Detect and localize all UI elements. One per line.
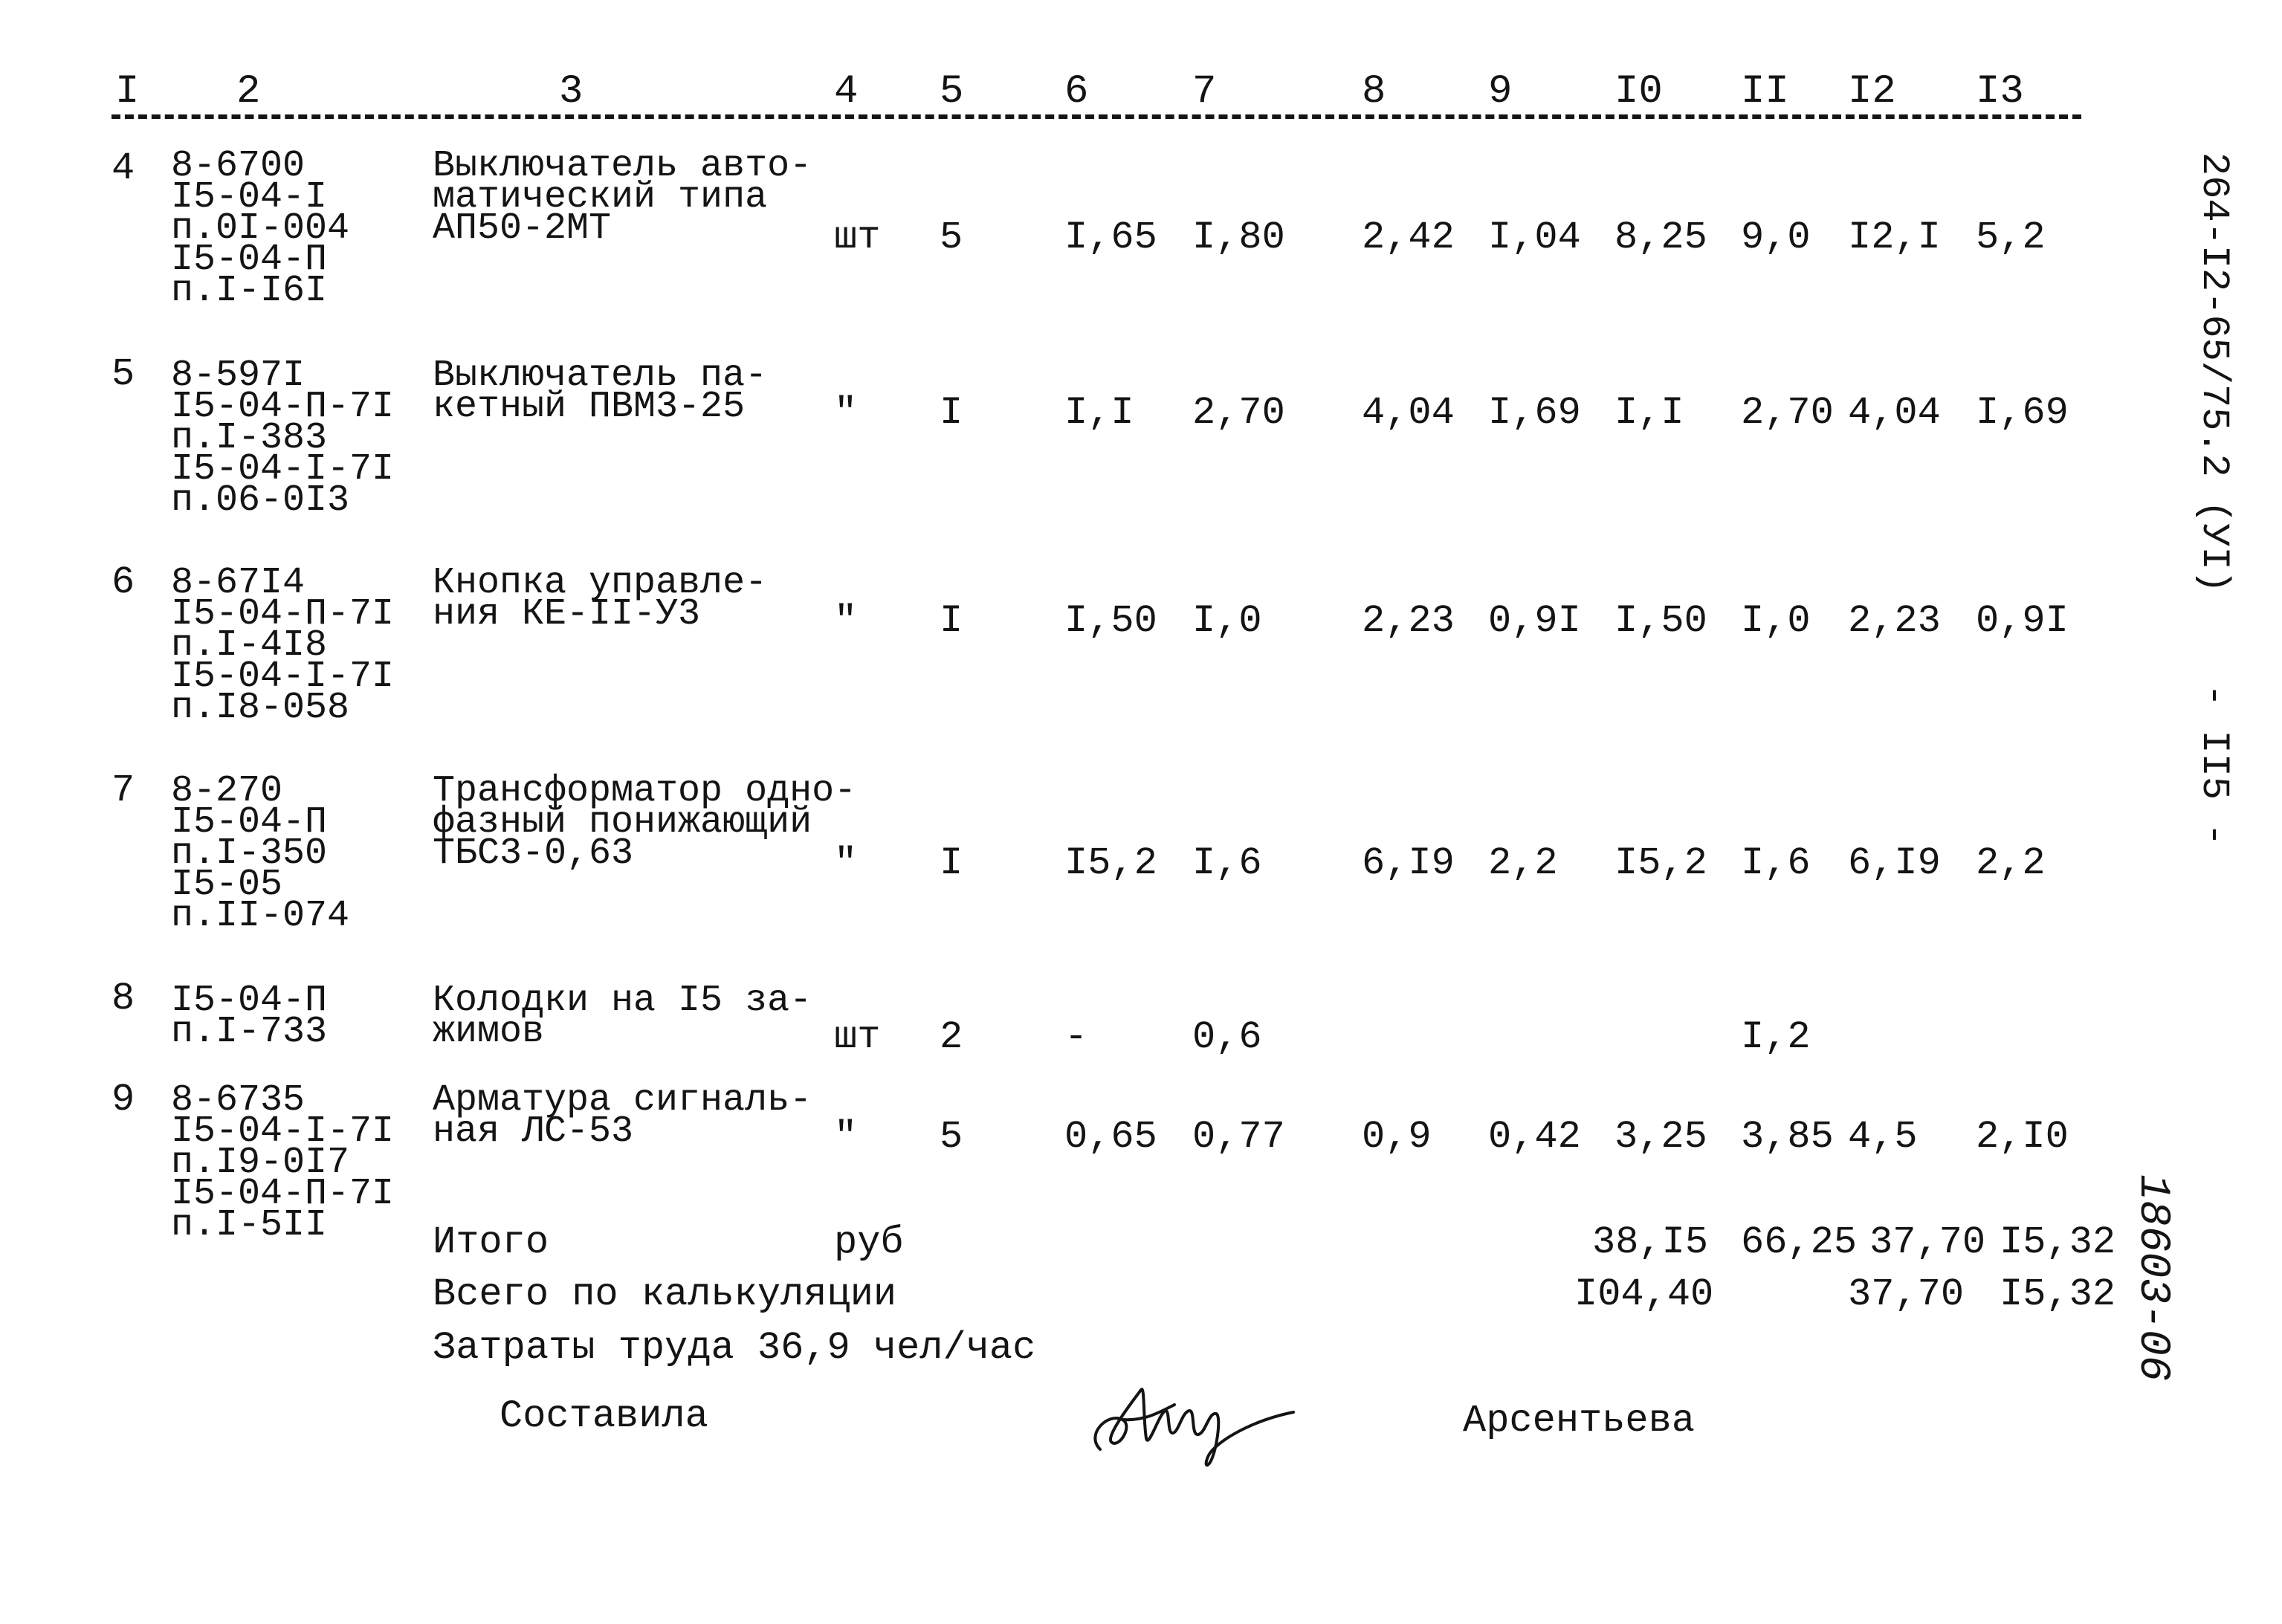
row-col-13: 0,9I [1976, 599, 2069, 643]
itogo-col-10: 38,I5 [1592, 1220, 1709, 1264]
row-col-7: 0,77 [1192, 1115, 1285, 1159]
row-col-8: 2,42 [1362, 216, 1455, 259]
row-col-9: 0,9I [1488, 599, 1581, 643]
header-col-6: 6 [1064, 69, 1089, 114]
row-code: 8-67I4 I5-04-П-7I п.I-4I8 I5-04-I-7I п.I8-058 [171, 562, 395, 729]
header-col-4: 4 [834, 69, 859, 114]
row-col-8: 6,I9 [1362, 841, 1455, 885]
row-unit: " [834, 841, 858, 885]
row-col-9: I,04 [1488, 216, 1581, 259]
row-code: 8-270 I5-04-П п.I-350 I5-05 п.II-074 [171, 770, 350, 937]
itogo-col-12: 37,70 [1869, 1220, 1986, 1264]
row-col-11: I,0 [1741, 599, 1811, 643]
row-col-11: I,2 [1741, 1015, 1811, 1059]
row-col-7: I,80 [1192, 216, 1285, 259]
row-qty: I [940, 391, 963, 435]
row-col-9: I,69 [1488, 391, 1581, 435]
row-qty: 5 [940, 1115, 963, 1159]
header-col-8: 8 [1362, 69, 1386, 114]
row-col-13: 2,I0 [1976, 1115, 2069, 1159]
row-col-6: I5,2 [1064, 841, 1157, 885]
row-col-13: 2,2 [1976, 841, 2046, 885]
document-code: 264-I2-65/75.2 (УI) [2192, 152, 2236, 593]
row-col-7: 0,6 [1192, 1015, 1262, 1059]
header-col-10: I0 [1614, 69, 1663, 114]
row-col-12: 6,I9 [1848, 841, 1941, 885]
header-divider [111, 114, 2081, 119]
row-col-10: I5,2 [1614, 841, 1707, 885]
row-col-8: 4,04 [1362, 391, 1455, 435]
row-col-10: I,I [1614, 391, 1684, 435]
row-name: Арматура сигналь- ная ЛС-53 [433, 1079, 812, 1153]
row-col-9: 2,2 [1488, 841, 1558, 885]
labor-cost-label: Затраты труда 36,9 чел/час [433, 1326, 1036, 1370]
page-number: - II5 - [2192, 684, 2236, 847]
header-col-1: I [115, 69, 140, 114]
row-name: Кнопка управле- ния КЕ-II-У3 [433, 562, 768, 635]
row-col-10: 8,25 [1614, 216, 1707, 259]
row-code: I5-04-П п.I-733 [171, 980, 328, 1053]
row-unit: шт [834, 216, 881, 259]
row-col-11: 2,70 [1741, 391, 1834, 435]
row-number: 5 [111, 352, 135, 396]
header-col-3: 3 [559, 69, 584, 114]
compiler-name: Арсентьева [1463, 1399, 1696, 1443]
row-col-6: I,65 [1064, 216, 1157, 259]
row-unit: " [834, 1115, 858, 1159]
row-qty: 5 [940, 216, 963, 259]
row-col-8: 2,23 [1362, 599, 1455, 643]
row-col-7: I,0 [1192, 599, 1262, 643]
row-name: Выключатель авто- матический типа АП50-2МТ [433, 145, 812, 250]
row-col-12: I2,I [1848, 216, 1941, 259]
header-col-2: 2 [236, 69, 261, 114]
row-col-10: I,50 [1614, 599, 1707, 643]
itogo-col-11: 66,25 [1741, 1220, 1858, 1264]
row-number: 4 [111, 146, 135, 190]
row-col-7: I,6 [1192, 841, 1262, 885]
header-col-7: 7 [1192, 69, 1217, 114]
itogo-unit: руб [834, 1220, 904, 1264]
compiled-by-label: Составила [500, 1394, 708, 1438]
row-qty: 2 [940, 1015, 963, 1059]
row-number: 7 [111, 769, 135, 812]
row-col-13: 5,2 [1976, 216, 2046, 259]
row-col-11: 9,0 [1741, 216, 1811, 259]
row-col-11: 3,85 [1741, 1115, 1834, 1159]
header-col-13: I3 [1976, 69, 2024, 114]
row-col-13: I,69 [1976, 391, 2069, 435]
row-code: 8-597I I5-04-П-7I п.I-383 I5-04-I-7I п.06-0I3 [171, 355, 395, 522]
row-number: 8 [111, 977, 135, 1020]
header-col-9: 9 [1488, 69, 1513, 114]
row-unit: шт [834, 1015, 881, 1059]
row-col-8: 0,9 [1362, 1115, 1432, 1159]
row-col-6: I,I [1064, 391, 1134, 435]
row-col-6: I,50 [1064, 599, 1157, 643]
row-col-9: 0,42 [1488, 1115, 1581, 1159]
vsego-col-13: I5,32 [2000, 1272, 2116, 1316]
row-col-7: 2,70 [1192, 391, 1285, 435]
row-code: 8-6735 I5-04-I-7I п.I9-0I7 I5-04-П-7I п.I-5II [171, 1079, 395, 1246]
header-col-5: 5 [940, 69, 964, 114]
row-col-12: 4,5 [1848, 1115, 1918, 1159]
header-col-11: II [1741, 69, 1789, 114]
row-unit: " [834, 599, 858, 643]
row-number: 6 [111, 560, 135, 604]
row-qty: I [940, 841, 963, 885]
row-col-6: 0,65 [1064, 1115, 1157, 1159]
row-name: Трансформатор одно- фазный понижающий ТБС3-0,63 [433, 770, 857, 875]
row-col-11: I,6 [1741, 841, 1811, 885]
row-col-12: 4,04 [1848, 391, 1941, 435]
row-col-12: 2,23 [1848, 599, 1941, 643]
row-col-6: - [1064, 1015, 1088, 1059]
row-unit: " [834, 391, 858, 435]
row-code: 8-6700 I5-04-I п.0I-004 I5-04-П п.I-I6I [171, 145, 350, 312]
handwritten-signature [1078, 1368, 1301, 1472]
vsego-col-10: I04,40 [1574, 1272, 1714, 1316]
row-name: Колодки на I5 за- жимов [433, 980, 812, 1053]
row-name: Выключатель па- кетный ПВМ3-25 [433, 355, 768, 428]
itogo-col-13: I5,32 [2000, 1220, 2116, 1264]
header-col-12: I2 [1848, 69, 1896, 114]
row-col-10: 3,25 [1614, 1115, 1707, 1159]
vsego-label: Всего по калькуляции [433, 1272, 897, 1316]
vsego-col-12: 37,70 [1848, 1272, 1965, 1316]
row-number: 9 [111, 1078, 135, 1122]
row-qty: I [940, 599, 963, 643]
archive-number: 18603-06 [2128, 1174, 2176, 1382]
itogo-label: Итого [433, 1220, 549, 1264]
